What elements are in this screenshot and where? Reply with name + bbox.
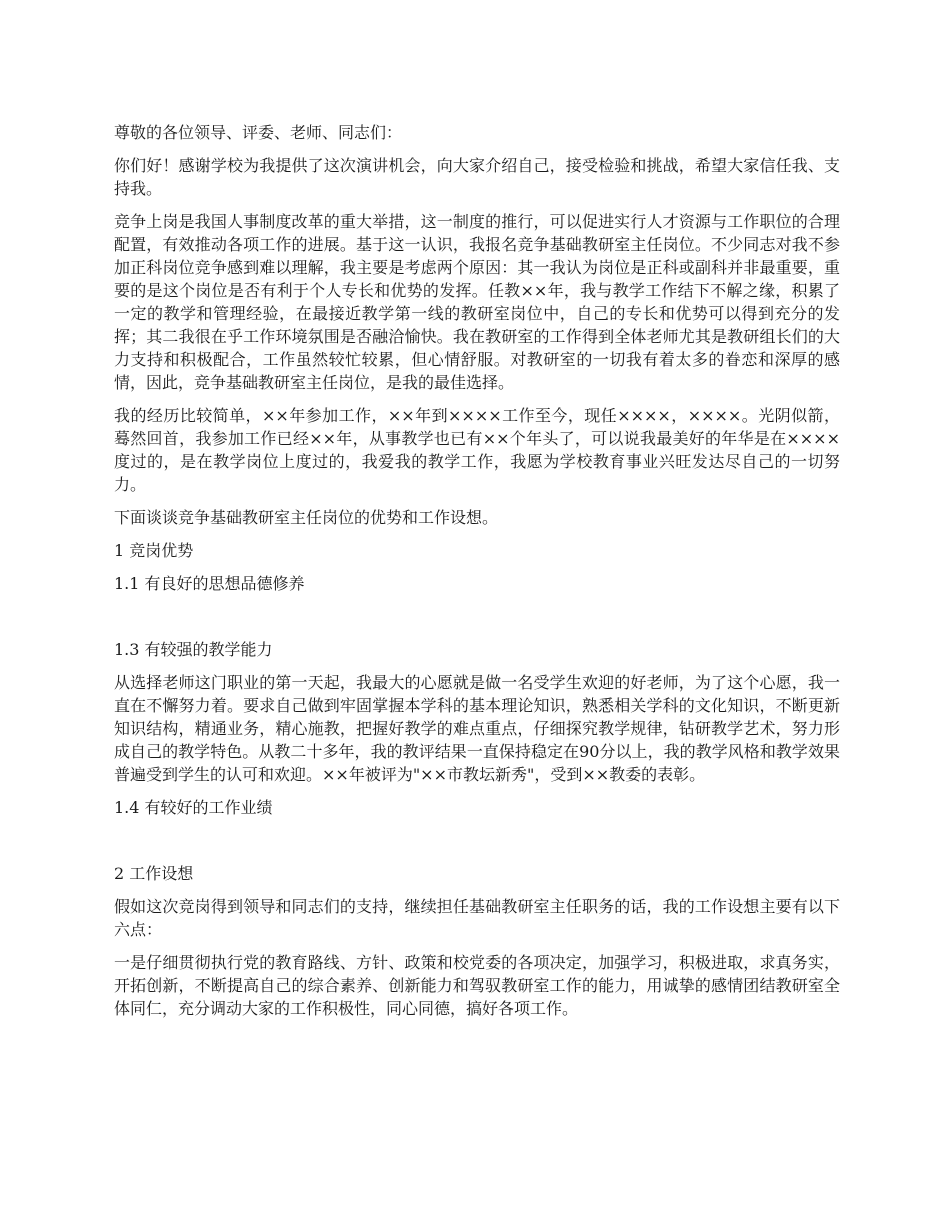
- section-heading: 2 工作设想: [114, 864, 194, 883]
- greeting-paragraph: 你们好！感谢学校为我提供了这次演讲机会，向大家介绍自己，接受检验和挑战，希望大家信任我、支持我。: [114, 156, 840, 198]
- subsection-heading: 1.3 有较强的教学能力: [114, 640, 273, 659]
- salutation: 尊敬的各位领导、评委、老师、同志们：: [114, 123, 403, 142]
- body-paragraph: 我的经历比较简单，××年参加工作，××年到××××工作至今，现任××××，××××。光阴似箭，蓦然回首，我参加工作已经××年，从事教学也已有××个年头了，可以说我最美好的年华是在××××度过的，是在教学岗位上度过的，我爱我的教学工作，我愿为学校教育事业兴旺发达尽自己的一切努力。: [114, 406, 840, 494]
- body-paragraph: 从选择老师这门职业的第一天起，我最大的心愿就是做一名受学生欢迎的好老师，为了这个心愿，我一直在不懈努力着。要求自己做到牢固掌握本学科的基本理论知识，熟悉相关学科的文化知识，不断更新知识结构，精通业务，精心施教，把握好教学的难点重点，仔细探究教学规律，钻研教学艺术，努力形成自己的教学特色。从教二十多年，我的教评结果一直保持稳定在90分以上，我的教学风格和教学效果普遍受到学生的认可和欢迎。××年被评为"××市教坛新秀"，受到××教委的表彰。: [114, 673, 840, 784]
- subsection-heading: 1.4 有较好的工作业绩: [114, 798, 273, 817]
- body-paragraph: 下面谈谈竞争基础教研室主任岗位的优势和工作设想。: [114, 508, 499, 527]
- document-body: [114, 121, 840, 1030]
- section-heading: 1 竞岗优势: [114, 541, 194, 560]
- body-paragraph: 竞争上岗是我国人事制度改革的重大举措，这一制度的推行，可以促进实行人才资源与工作职位的合理配置，有效推动各项工作的进展。基于这一认识，我报名竞争基础教研室主任岗位。不少同志对我不参加正科岗位竞争感到难以理解，我主要是考虑两个原因：其一我认为岗位是正科或副科并非最重要，重要的是这个岗位是否有利于个人专长和优势的发挥。任教××年，我与教学工作结下不解之缘，积累了一定的教学和管理经验，在最接近教学第一线的教研室岗位中，自己的专长和优势可以得到充分的发挥；其二我很在乎工作环境氛围是否融洽愉快。我在教研室的工作得到全体老师尤其是教研组长们的大力支持和积极配合，工作虽然较忙较累，但心情舒服。对教研室的一切我有着太多的眷恋和深厚的感情，因此，竞争基础教研室主任岗位，是我的最佳选择。: [114, 212, 840, 392]
- body-paragraph: 假如这次竞岗得到领导和同志们的支持，继续担任基础教研室主任职务的话，我的工作设想主要有以下六点：: [114, 897, 840, 939]
- body-paragraph: 一是仔细贯彻执行党的教育路线、方针、政策和校党委的各项决定，加强学习，积极进取，求真务实，开拓创新，不断提高自己的综合素养、创新能力和驾驭教研室工作的能力，用诚挚的感情团结教研室全体同仁，充分调动大家的工作积极性，同心同德，搞好各项工作。: [114, 953, 840, 1018]
- subsection-heading: 1.1 有良好的思想品德修养: [114, 574, 305, 593]
